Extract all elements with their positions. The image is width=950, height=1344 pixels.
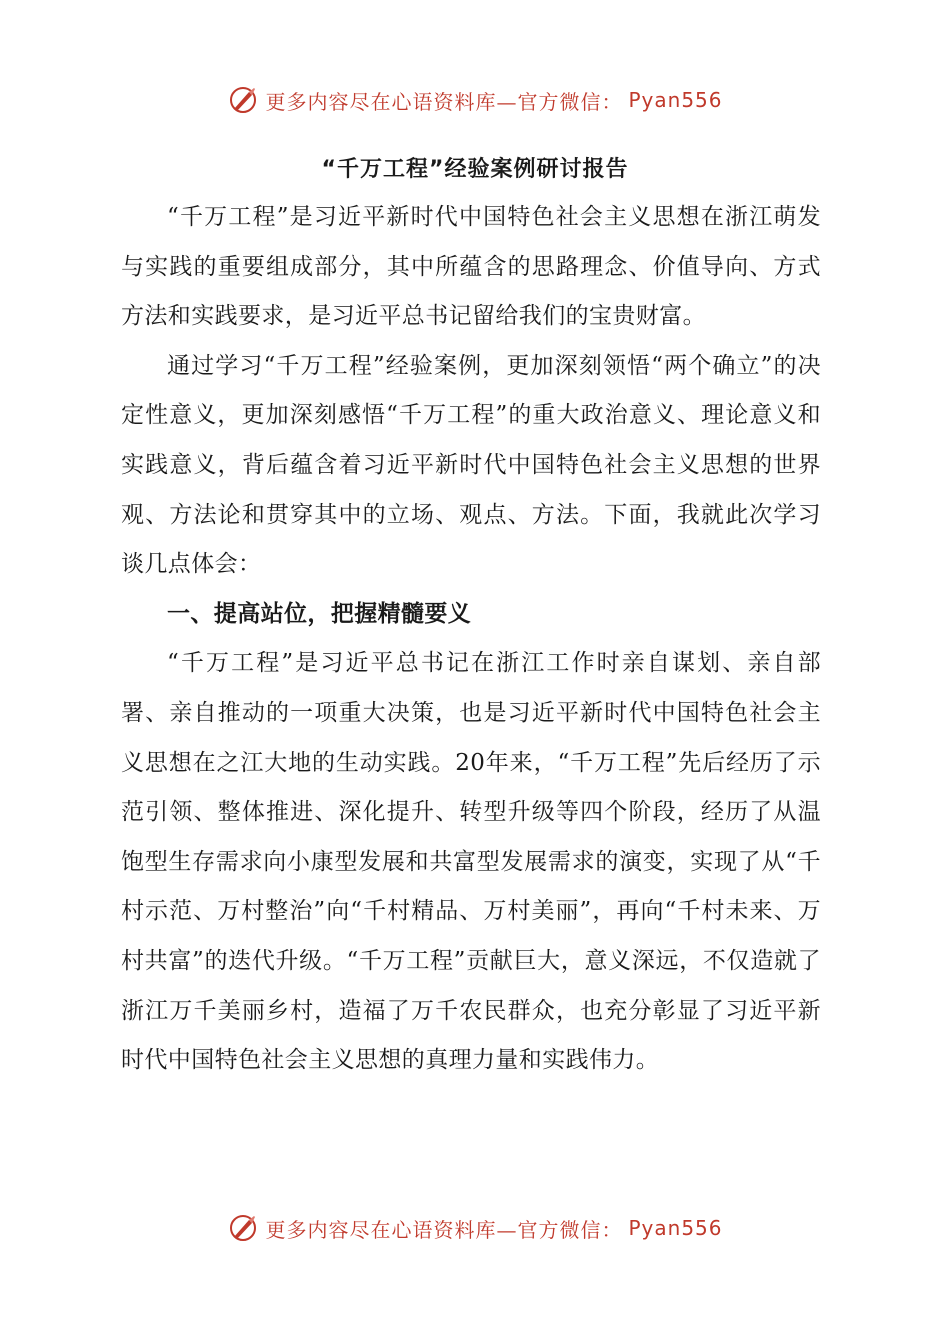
paragraph-intro: “千万工程”是习近平新时代中国特色社会主义思想在浙江萌发与实践的重要组成部分，其中所蕴含的思路理念、价值导向、方式方法和实践要求，是习近平总书记留给我们的宝贵财富。 (121, 204, 821, 330)
section-paragraph: “千万工程”是习近平总书记在浙江工作时亲自谋划、亲自部署、亲自推动的一项重大决策，也是习近平新时代中国特色社会主义思想在之江大地的生动实践。20年来，“千万工程”先后经历了示范引领、整体推进、深化提升、转型升级等四个阶段，经历了从温饱型生存需求向小康型发展和共富型发展需求的演变，实现了从“千村示范、万村整治”向“千村精品、万村美丽”，再向“千村未来、万村共富”的迭代升级。“千万工程”贡献巨大，意义深远，不仅造就了浙江万千美丽乡村，造福了万千农民群众，也充分彰显了习近平新时代中国特色社会主义思想的真理力量和实践伟力。 (121, 650, 821, 1074)
watermark-header (0, 84, 950, 116)
watermark-text: 更多内容尽在心语资料库—官方微信： (265, 1217, 623, 1242)
paragraph-learning: 通过学习“千万工程”经验案例，更加深刻领悟“两个确立”的决定性意义，更加深刻感悟“千万工程”的重大政治意义、理论意义和实践意义，背后蕴含着习近平新时代中国特色社会主义思想的世界观、方法论和贯穿其中的立场、观点、方法。下面，我就此次学习谈几点体会： (121, 352, 821, 578)
watermark-footer (0, 1212, 950, 1244)
section-heading: 一、提高站位，把握精髓要义 (167, 600, 472, 627)
quill-pen-logo-icon (227, 1212, 259, 1244)
document-body (121, 193, 821, 1086)
watermark-text: 更多内容尽在心语资料库—官方微信： (265, 89, 623, 114)
document-title: “千万工程”经验案例研讨报告 (321, 157, 629, 182)
watermark-wechat-id: Pyan556 (628, 88, 723, 112)
watermark-wechat-id: Pyan556 (628, 1216, 723, 1240)
quill-pen-logo-icon (227, 84, 259, 116)
